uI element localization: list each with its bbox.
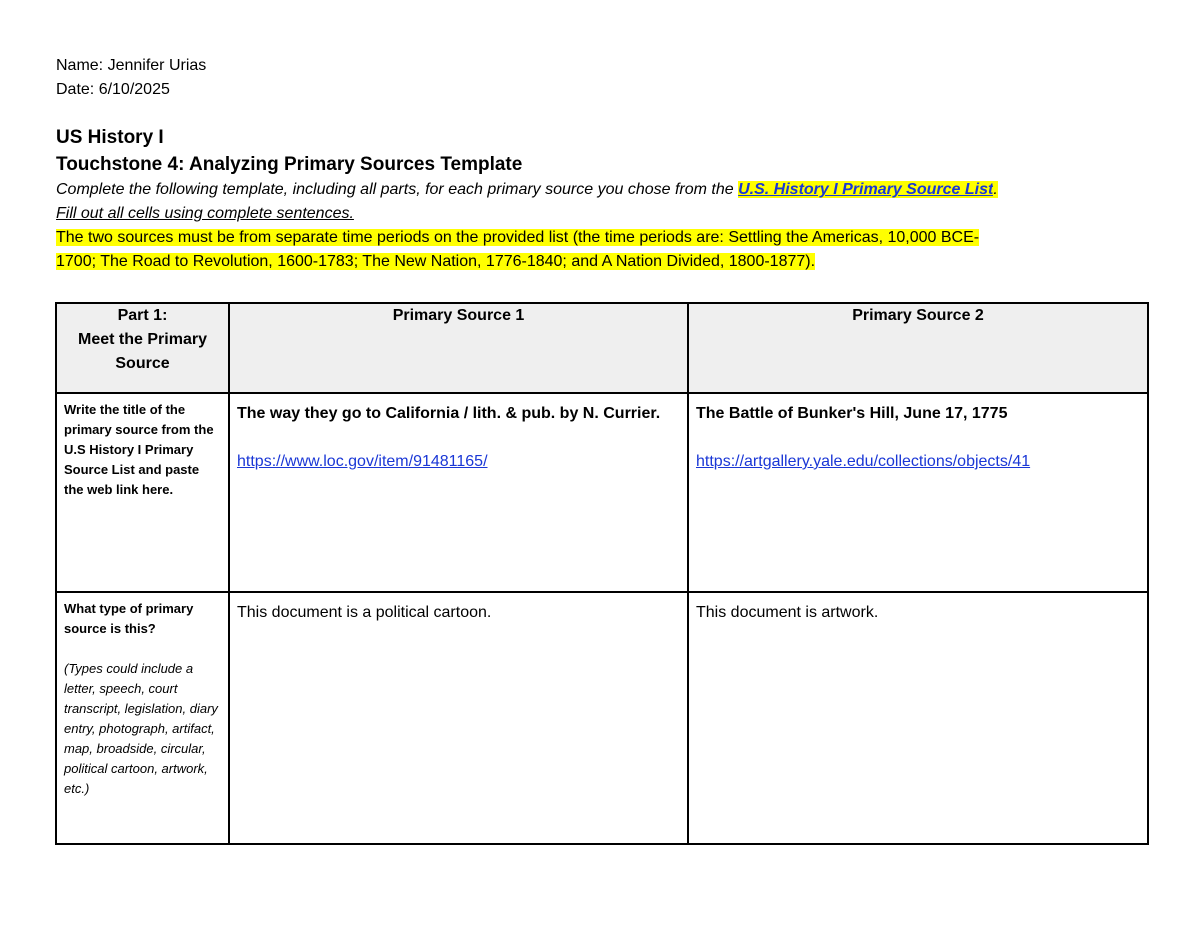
- source-1-type-cell[interactable]: [229, 592, 688, 844]
- course-title: US History I: [56, 127, 164, 148]
- time-period-text-1: The two sources must be from separate time periods on the provided list (the time periods are: Settling the Americas, 10,000 BCE-: [56, 229, 980, 246]
- part-label-header: [56, 303, 229, 393]
- source-2-title-cell[interactable]: [688, 393, 1148, 592]
- instructions-line-1: [56, 178, 1148, 202]
- instructions-text: Complete the following template, including all parts, for each primary source you chose from the: [56, 181, 739, 198]
- table-row: [56, 592, 1148, 844]
- time-period-text-2: 1700; The Road to Revolution, 1600-1783; The New Nation, 1776-1840; and A Nation Divided, 1800-1877).: [56, 253, 816, 270]
- document-header: [56, 54, 1148, 274]
- source-1-title: The way they go to California / lith. & pub. by N. Currier.: [237, 405, 661, 422]
- submission-date: Date: 6/10/2025: [56, 81, 170, 98]
- student-name: Name: Jennifer Urias: [56, 57, 207, 74]
- title-prompt: Write the title of the primary source from the U.S History I Primary Source List and paste the web link here.: [64, 402, 214, 497]
- time-period-note-2: [56, 250, 1148, 274]
- part-label-line-2: Meet the Primary: [78, 331, 207, 348]
- source-2-title: The Battle of Bunker's Hill, June 17, 1775: [696, 405, 1008, 422]
- source-1-title-cell[interactable]: [229, 393, 688, 592]
- primary-source-table: [55, 302, 1149, 845]
- primary-source-list-link[interactable]: U.S. History I Primary Source List: [738, 181, 994, 198]
- type-prompt-note: (Types could include a letter, speech, court transcript, legislation, diary entry, photograph, artifact, map, broadside, circular, political cartoon, artwork, etc.): [64, 661, 218, 796]
- assignment-title: Touchstone 4: Analyzing Primary Sources Template: [56, 154, 523, 175]
- part-label-line-1: Part 1:: [117, 307, 168, 324]
- source-1-type-answer: This document is a political cartoon.: [237, 604, 492, 621]
- instructions-period: .: [993, 181, 998, 198]
- source-1-link[interactable]: https://www.loc.gov/item/91481165/: [237, 453, 488, 470]
- source-2-type-cell[interactable]: [688, 592, 1148, 844]
- source-2-type-answer: This document is artwork.: [696, 604, 879, 621]
- table-row: [56, 393, 1148, 592]
- time-period-note-1: [56, 226, 1148, 250]
- part-label-line-3: Source: [115, 355, 170, 372]
- primary-source-1-header: Primary Source 1: [229, 303, 688, 393]
- title-prompt-cell: [56, 393, 229, 592]
- primary-source-2-header: Primary Source 2: [688, 303, 1148, 393]
- source-2-link[interactable]: https://artgallery.yale.edu/collections/objects/41: [696, 453, 1031, 470]
- type-prompt: What type of primary source is this?: [64, 601, 194, 636]
- instructions-line-2: Fill out all cells using complete sentences.: [56, 205, 354, 222]
- type-prompt-cell: [56, 592, 229, 844]
- table-header-row: [56, 303, 1148, 393]
